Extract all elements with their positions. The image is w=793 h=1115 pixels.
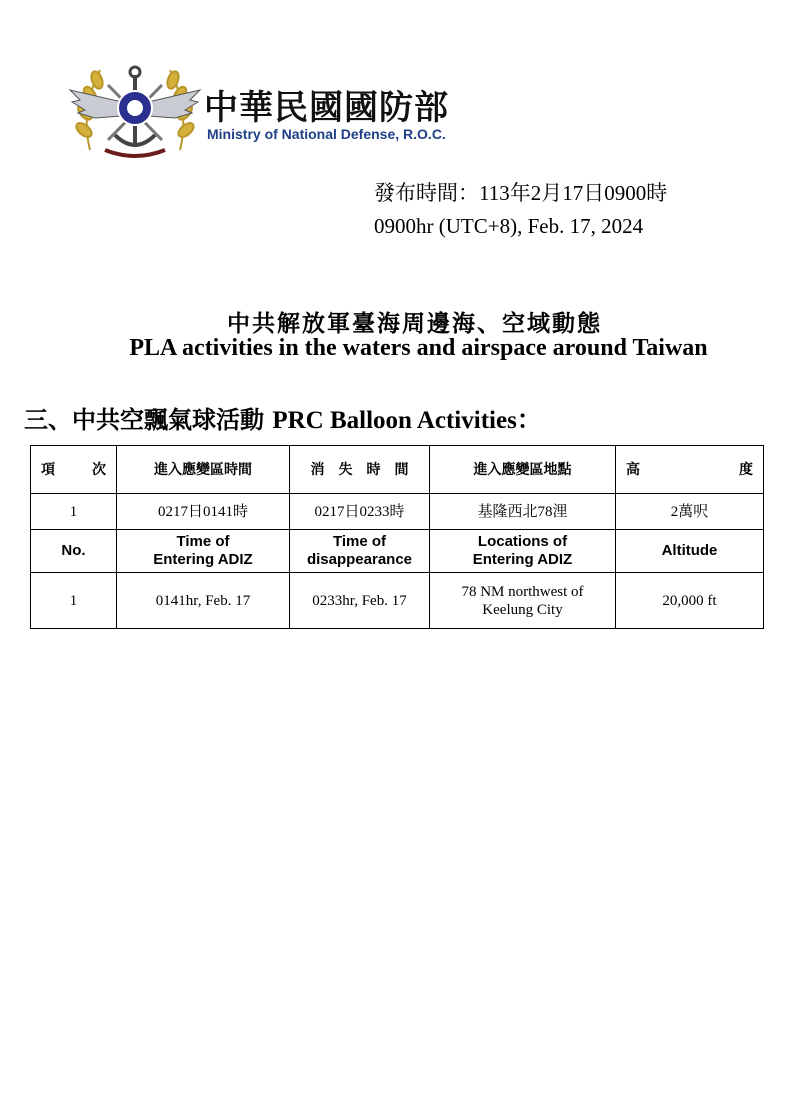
balloon-activity-table bbox=[30, 445, 764, 629]
header-cell-time-disappear-zh: 消 失 時 間 bbox=[290, 446, 430, 494]
section-heading bbox=[24, 400, 542, 436]
header-cell-altitude-en: Altitude bbox=[616, 530, 764, 573]
header-time-entering-line2: Entering ADIZ bbox=[153, 551, 253, 568]
cell-no-en: 1 bbox=[31, 573, 117, 629]
header-time-entering-line1: Time of bbox=[176, 533, 230, 550]
ministry-emblem-icon bbox=[60, 50, 210, 160]
cell-location-en bbox=[430, 573, 616, 629]
release-time-zh: 發布時間：113年2月17日0900時 bbox=[374, 181, 668, 205]
ministry-name-en: Ministry of National Defense, R.O.C. bbox=[207, 126, 446, 142]
header-cell-no-zh bbox=[31, 446, 117, 494]
cell-time-disappear-en: 0233hr, Feb. 17 bbox=[290, 573, 430, 629]
page-title-zh: 中共解放軍臺海周邊海、空域動態 bbox=[227, 310, 602, 337]
section-heading-zh: 三、中共空飄氣球活動 bbox=[24, 405, 264, 434]
table-header-zh bbox=[31, 446, 764, 494]
header-location-line2: Entering ADIZ bbox=[472, 551, 573, 568]
cell-location-line2: Keelung City bbox=[482, 601, 563, 618]
header-cell-time-disappear-en bbox=[290, 530, 430, 573]
cell-location-zh: 基隆西北78浬 bbox=[430, 494, 616, 530]
ministry-header bbox=[60, 50, 510, 160]
header-alt-a: 高 bbox=[626, 461, 640, 478]
header-cell-time-entering-zh: 進入應變區時間 bbox=[117, 446, 290, 494]
header-no-b: 次 bbox=[92, 461, 106, 478]
header-time-disappear-line1: Time of bbox=[332, 533, 387, 550]
cell-time-entering-zh: 0217日0141時 bbox=[117, 494, 290, 530]
cell-altitude-zh: 2萬呎 bbox=[616, 494, 764, 530]
table-row bbox=[31, 573, 764, 629]
header-cell-altitude-zh bbox=[616, 446, 764, 494]
page-title-en: PLA activities in the waters and airspace around Taiwan bbox=[129, 335, 708, 361]
cell-time-disappear-zh: 0217日0233時 bbox=[290, 494, 430, 530]
release-time bbox=[374, 177, 667, 243]
table-header-en bbox=[31, 530, 764, 573]
header-location-line1: Locations of bbox=[477, 533, 568, 550]
header-no-a: 項 bbox=[41, 461, 55, 478]
cell-altitude-en: 20,000 ft bbox=[616, 573, 764, 629]
section-heading-en: PRC Balloon Activities： bbox=[272, 407, 542, 434]
header-cell-location-zh: 進入應變區地點 bbox=[430, 446, 616, 494]
header-alt-b: 度 bbox=[739, 461, 753, 478]
cell-time-entering-en: 0141hr, Feb. 17 bbox=[117, 573, 290, 629]
ministry-name-zh: 中華民國國防部 bbox=[204, 88, 449, 128]
release-time-en: 0900hr (UTC+8), Feb. 17, 2024 bbox=[374, 214, 644, 238]
cell-location-line1: 78 NM northwest of bbox=[461, 583, 584, 600]
header-time-disappear-line2: disappearance bbox=[306, 551, 413, 568]
table-row bbox=[31, 494, 764, 530]
header-cell-time-entering-en bbox=[117, 530, 290, 573]
header-cell-location-en bbox=[430, 530, 616, 573]
cell-no-zh: 1 bbox=[31, 494, 117, 530]
header-cell-no-en: No. bbox=[31, 530, 117, 573]
